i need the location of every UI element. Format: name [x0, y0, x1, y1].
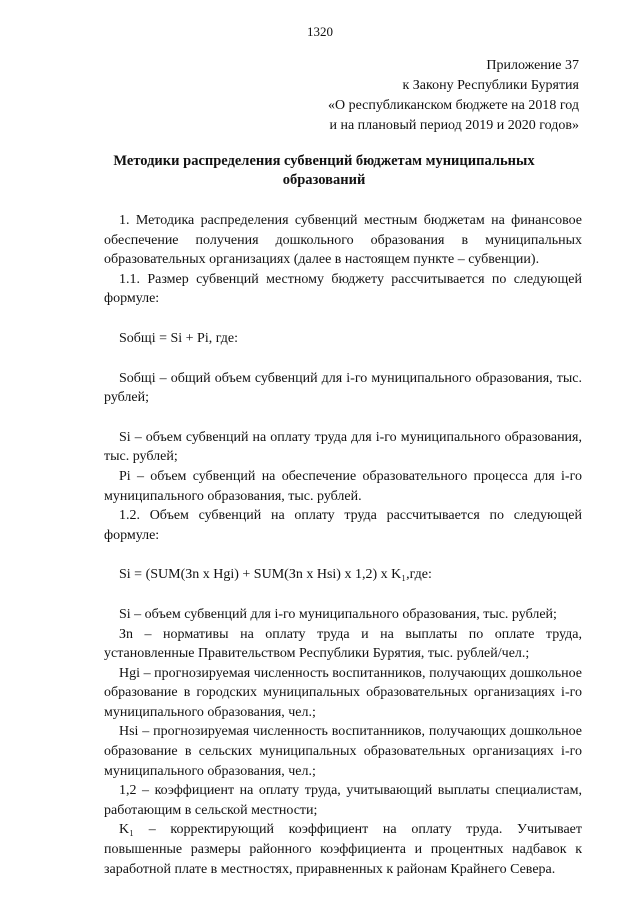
- formula: Si = (SUM(Зn x Hgi) + SUM(Зn x Hsi) x 1,2) x K₁,где:: [119, 567, 432, 583]
- paragraph: Si – объем субвенций для i-го муниципального образования, тыс. рублей;: [119, 606, 557, 622]
- paragraph: Hgi – прогнозируемая численность воспитанников, получающих дошкольное образование в городских муниципальных образовательных организациях i-го муниципального образования, чел.;: [104, 665, 582, 720]
- paragraph: Pi – объем субвенций на обеспечение образовательного процесса для i-го муниципального образования, тыс. рублей.: [104, 468, 582, 504]
- paragraph: 1.2. Объем субвенций на оплату труда рассчитывается по следующей формуле:: [104, 508, 582, 543]
- appendix-header: [328, 56, 579, 136]
- paragraph: Sобщi – общий объем субвенций для i-го муниципального образования, тыс. рублей;: [104, 370, 582, 406]
- paragraph: Si – объем субвенций на оплату труда для i-го муниципального образования, тыс. рублей;: [104, 429, 582, 465]
- page-number: 1320: [307, 24, 333, 39]
- appendix-line: к Закону Республики Бурятия: [402, 78, 579, 93]
- paragraph: Зn – нормативы на оплату труда и на выплаты по оплате труда, установленные Правительством Республики Бурятия, тыс. рублей/чел.;: [104, 626, 582, 662]
- appendix-line: «О республиканском бюджете на 2018 год: [328, 98, 579, 113]
- paragraph: Hsi – прогнозируемая численность воспитанников, получающих дошкольное образование в сельских муниципальных образовательных организациях i-го муниципального образования, чел.;: [104, 724, 582, 779]
- paragraph: 1.1. Размер субвенций местному бюджету рассчитывается по следующей формуле:: [104, 271, 582, 307]
- paragraph: 1,2 – коэффициент на оплату труда, учитывающий выплаты специалистам, работающим в сельской местности;: [104, 783, 582, 818]
- paragraph: K₁ – корректирующий коэффициент на оплату труда. Учитывает повышенные размеры районного коэффициента и процентных надбавок к заработной плате в местностях, приравненных к районам Крайнего Севера.: [104, 822, 582, 877]
- appendix-line: Приложение 37: [486, 58, 579, 73]
- formula: Sобщi = Si + Pi, где:: [119, 330, 238, 346]
- appendix-line: и на плановый период 2019 и 2020 годов»: [329, 118, 579, 133]
- document-title: Методики распределения субвенций бюджетам муниципальных образований: [113, 153, 535, 188]
- document-body: [104, 211, 582, 879]
- paragraph: 1. Методика распределения субвенций местным бюджетам на финансовое обеспечение получения дошкольного образования в муниципальных образовательных организациях (далее в настоящем пункте – субвенции).: [104, 213, 582, 268]
